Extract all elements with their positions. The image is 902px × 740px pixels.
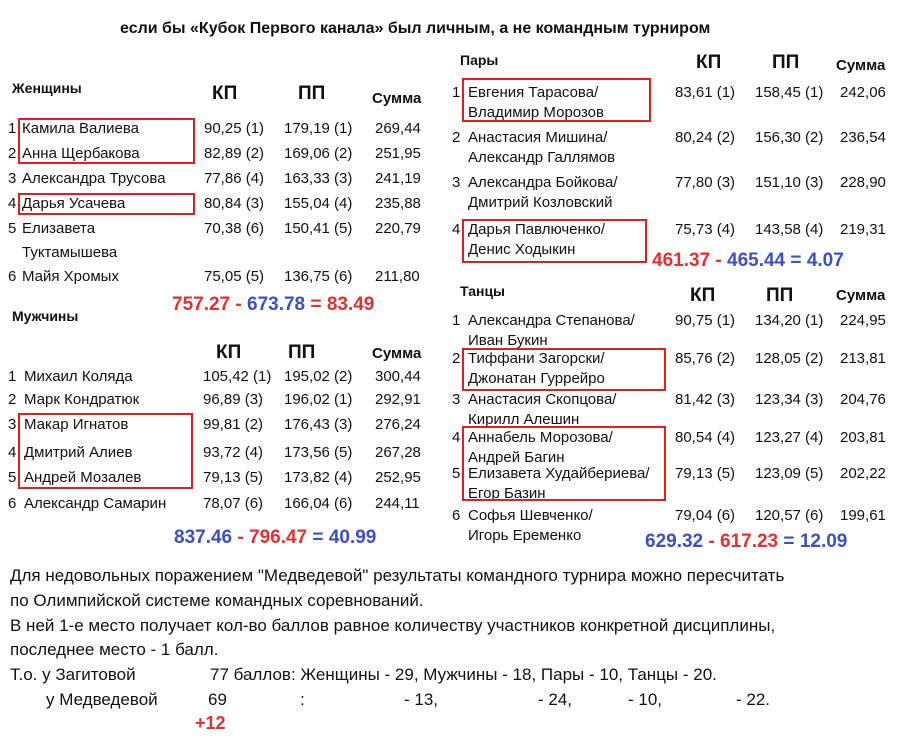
short-program-score: 79,13 (5) — [675, 465, 736, 482]
rank-number: 6 — [8, 268, 17, 285]
free-program-score: 123,09 (5) — [755, 465, 824, 482]
pairs-section-title: Пары — [460, 52, 499, 68]
total-score: 213,81 — [840, 350, 886, 367]
men-section-title: Мужчины — [12, 308, 79, 324]
rank-number: 1 — [8, 368, 17, 385]
short-program-score: 70,38 (6) — [204, 220, 265, 237]
total-score: 235,88 — [375, 195, 421, 212]
women-calc-kp: 757.27 — [172, 294, 231, 315]
medvedeva-women: - 13, — [404, 690, 439, 709]
team-partner-2: Андрей Багин — [468, 449, 565, 466]
dance-calc — [645, 531, 847, 553]
team-partner-1: Елизавета Худайбериева/ — [468, 465, 650, 482]
rank-number: 2 — [452, 129, 461, 146]
highlight-box — [18, 118, 195, 164]
short-program-score: 96,89 (3) — [203, 391, 264, 408]
short-program-score: 79,13 (5) — [203, 469, 264, 486]
total-score: 204,76 — [840, 391, 886, 408]
rank-number: 4 — [8, 195, 17, 212]
total-score: 269,44 — [375, 120, 421, 137]
total-score: 236,54 — [840, 129, 886, 146]
rank-number: 3 — [8, 416, 17, 433]
athlete-name: Дарья Усачева — [22, 195, 126, 212]
free-program-score: 169,06 (2) — [284, 145, 353, 162]
free-program-score: 120,57 (6) — [755, 507, 824, 524]
pairs-calc-pp: 465.44 — [727, 250, 786, 271]
team-partner-1: Аннабель Морозова/ — [468, 429, 613, 446]
short-program-score: 105,42 (1) — [203, 368, 272, 385]
short-program-score: 80,84 (3) — [204, 195, 265, 212]
women-calc-result: 83.49 — [326, 294, 375, 315]
free-program-score: 123,27 (4) — [755, 429, 824, 446]
team-partner-2: Кирилл Алешин — [468, 411, 580, 428]
zagitova-label: Т.о. у Загитовой — [10, 665, 136, 684]
highlight-box — [462, 78, 651, 122]
women-section-title: Женщины — [12, 80, 82, 96]
total-score: 224,95 — [840, 312, 886, 329]
short-program-score: 75,05 (5) — [204, 268, 265, 285]
dance-calc-result: 12.09 — [799, 531, 848, 552]
rank-number: 1 — [452, 84, 461, 101]
short-program-score: 90,75 (1) — [675, 312, 736, 329]
free-program-score: 195,02 (2) — [284, 368, 353, 385]
athlete-name-line-2: Туктамышева — [22, 244, 118, 261]
men-sum-header: Сумма — [372, 345, 422, 362]
total-score: 244,11 — [375, 495, 420, 512]
team-partner-2: Джонатан Гуррейро — [468, 370, 605, 387]
highlight-box — [18, 413, 193, 489]
free-program-score: 179,19 (1) — [284, 120, 353, 137]
medvedeva-dance: - 22. — [736, 690, 771, 709]
short-program-score: 78,07 (6) — [203, 495, 264, 512]
total-score: 241,19 — [375, 170, 421, 187]
short-program-score: 80,24 (2) — [675, 129, 736, 146]
athlete-name: Марк Кондратюк — [24, 391, 140, 408]
rank-number: 2 — [8, 391, 17, 408]
short-program-score: 82,89 (2) — [204, 145, 265, 162]
rank-number: 3 — [452, 391, 461, 408]
team-partner-2: Иван Букин — [468, 332, 548, 349]
free-program-score: 158,45 (1) — [755, 84, 824, 101]
men-pp-header: ПП — [288, 342, 316, 363]
rank-number: 5 — [452, 465, 461, 482]
highlight-box — [462, 348, 666, 391]
medvedeva-label: у Медведевой — [46, 690, 158, 709]
calc-dash: - — [237, 527, 244, 548]
men-calc-result: 40.99 — [328, 527, 377, 548]
total-score: 276,24 — [375, 416, 421, 433]
rank-number: 5 — [8, 469, 17, 486]
short-program-score: 83,61 (1) — [675, 84, 736, 101]
athlete-name: Майя Хромых — [22, 268, 119, 285]
calc-eq: = — [783, 531, 795, 552]
note-line-1: Для недовольных поражением "Медведевой" результаты командного турнира можно пересчитать — [10, 566, 785, 585]
dance-pp-header: ПП — [766, 285, 794, 306]
women-pp-header: ПП — [298, 83, 326, 104]
free-program-score: 128,05 (2) — [755, 350, 824, 367]
team-partner-1: Софья Шевченко/ — [468, 507, 593, 524]
highlight-box — [18, 193, 195, 215]
medvedeva-men: - 24, — [538, 690, 573, 709]
rank-number: 5 — [8, 220, 17, 237]
short-program-score: 85,76 (2) — [675, 350, 736, 367]
free-program-score: 196,02 (1) — [284, 391, 353, 408]
athlete-name: Михаил Коляда — [24, 368, 133, 385]
total-score: 242,06 — [840, 84, 886, 101]
short-program-score: 81,42 (3) — [675, 391, 736, 408]
free-program-score: 163,33 (3) — [284, 170, 353, 187]
athlete-name: Макар Игнатов — [24, 416, 129, 433]
pairs-kp-header: КП — [696, 52, 722, 73]
free-program-score: 155,04 (4) — [284, 195, 353, 212]
highlight-box — [462, 219, 647, 263]
total-score: 202,22 — [840, 465, 886, 482]
pairs-calc — [652, 250, 844, 272]
total-score: 199,61 — [840, 507, 886, 524]
free-program-score: 143,58 (4) — [755, 221, 824, 238]
pairs-sum-header: Сумма — [836, 57, 886, 74]
team-partner-2: Игорь Еременко — [468, 527, 582, 544]
free-program-score: 156,30 (2) — [755, 129, 824, 146]
rank-number: 4 — [452, 221, 461, 238]
page-title: если бы «Кубок Первого канала» был личным, а не командным турниром — [120, 20, 711, 37]
athlete-name: Камила Валиева — [22, 120, 139, 137]
free-program-score: 151,10 (3) — [755, 174, 824, 191]
dance-calc-pp: 617.23 — [720, 531, 779, 552]
men-kp-header: КП — [216, 342, 242, 363]
pairs-calc-kp: 461.37 — [652, 250, 711, 271]
free-program-score: 136,75 (6) — [284, 268, 353, 285]
note-line-4: последнее место - 1 балл. — [10, 640, 219, 659]
dance-section-title: Танцы — [460, 283, 506, 299]
calc-eq: = — [312, 527, 324, 548]
calc-eq: = — [310, 294, 322, 315]
calc-dash: - — [715, 250, 722, 271]
athlete-name: Анна Щербакова — [22, 145, 140, 162]
medvedeva-total: 69 — [208, 690, 227, 709]
men-calc-pp: 796.47 — [249, 527, 308, 548]
short-program-score: 77,80 (3) — [675, 174, 736, 191]
note-line-3: В ней 1-е место получает кол-во баллов равное количеству участников конкретной дисциплины, — [10, 616, 776, 635]
dance-sum-header: Сумма — [836, 287, 886, 304]
short-program-score: 93,72 (4) — [203, 444, 264, 461]
short-program-score: 99,81 (2) — [203, 416, 264, 433]
athlete-name: Дмитрий Алиев — [24, 444, 133, 461]
team-partner-1: Александра Степанова/ — [468, 312, 635, 329]
team-partner-2: Александр Галлямов — [468, 149, 616, 166]
calc-dash: - — [708, 531, 715, 552]
women-calc — [172, 294, 374, 316]
athlete-name: Елизавета — [22, 220, 96, 237]
rank-number: 1 — [452, 312, 461, 329]
points-difference: +12 — [195, 713, 226, 733]
team-partner-1: Тиффани Загорски/ — [468, 350, 605, 367]
free-program-score: 150,41 (5) — [284, 220, 353, 237]
highlight-box — [462, 426, 666, 501]
total-score: 251,95 — [375, 145, 421, 162]
medvedeva-pairs: - 10, — [628, 690, 663, 709]
team-partner-1: Александра Бойкова/ — [468, 174, 618, 191]
short-program-score: 80,54 (4) — [675, 429, 736, 446]
men-calc-kp: 837.46 — [174, 527, 233, 548]
free-program-score: 173,56 (5) — [284, 444, 353, 461]
women-sum-header: Сумма — [372, 90, 422, 107]
team-partner-1: Евгения Тарасова/ — [468, 84, 599, 101]
free-program-score: 134,20 (1) — [755, 312, 824, 329]
total-score: 292,91 — [375, 391, 421, 408]
short-program-score: 75,73 (4) — [675, 221, 736, 238]
calc-dash: - — [235, 294, 242, 315]
free-program-score: 123,34 (3) — [755, 391, 824, 408]
medvedeva-colon: : — [300, 690, 305, 709]
calc-eq: = — [790, 250, 802, 271]
total-score: 219,31 — [840, 221, 886, 238]
rank-number: 3 — [8, 170, 17, 187]
women-kp-header: КП — [212, 83, 238, 104]
team-partner-2: Денис Ходыкин — [468, 241, 576, 258]
note-line-2: по Олимпийской системе командных соревнований. — [10, 591, 424, 610]
total-score: 267,28 — [375, 444, 421, 461]
total-score: 203,81 — [840, 429, 886, 446]
athlete-name: Александра Трусова — [22, 170, 166, 187]
total-score: 300,44 — [375, 368, 421, 385]
pairs-calc-result: 4.07 — [806, 250, 844, 271]
rank-number: 1 — [8, 120, 17, 137]
team-partner-1: Дарья Павлюченко/ — [468, 221, 606, 238]
pairs-pp-header: ПП — [772, 52, 800, 73]
rank-number: 2 — [8, 145, 17, 162]
total-score: 211,80 — [375, 268, 420, 285]
rank-number: 4 — [8, 444, 17, 461]
short-program-score: 79,04 (6) — [675, 507, 736, 524]
rank-number: 6 — [452, 507, 461, 524]
free-program-score: 166,04 (6) — [284, 495, 353, 512]
dance-kp-header: КП — [690, 285, 716, 306]
rank-number: 6 — [8, 495, 17, 512]
team-partner-2: Владимир Морозов — [468, 104, 604, 121]
dance-calc-kp: 629.32 — [645, 531, 704, 552]
team-partner-1: Анастасия Мишина/ — [468, 129, 608, 146]
athlete-name: Александр Самарин — [24, 495, 167, 512]
zagitova-points: 77 баллов: Женщины - 29, Мужчины - 18, Пары - 10, Танцы - 20. — [210, 665, 717, 684]
team-partner-1: Анастасия Скопцова/ — [468, 391, 617, 408]
rank-number: 4 — [452, 429, 461, 446]
rank-number: 2 — [452, 350, 461, 367]
short-program-score: 90,25 (1) — [204, 120, 265, 137]
women-calc-pp: 673.78 — [247, 294, 306, 315]
free-program-score: 176,43 (3) — [284, 416, 353, 433]
men-calc — [174, 527, 376, 549]
short-program-score: 77,86 (4) — [204, 170, 265, 187]
total-score: 220,79 — [375, 220, 421, 237]
team-partner-2: Егор Базин — [468, 485, 546, 502]
rank-number: 3 — [452, 174, 461, 191]
athlete-name: Андрей Мозалев — [24, 469, 142, 486]
total-score: 228,90 — [840, 174, 886, 191]
total-score: 252,95 — [375, 469, 421, 486]
team-partner-2: Дмитрий Козловский — [468, 194, 613, 211]
free-program-score: 173,82 (4) — [284, 469, 353, 486]
